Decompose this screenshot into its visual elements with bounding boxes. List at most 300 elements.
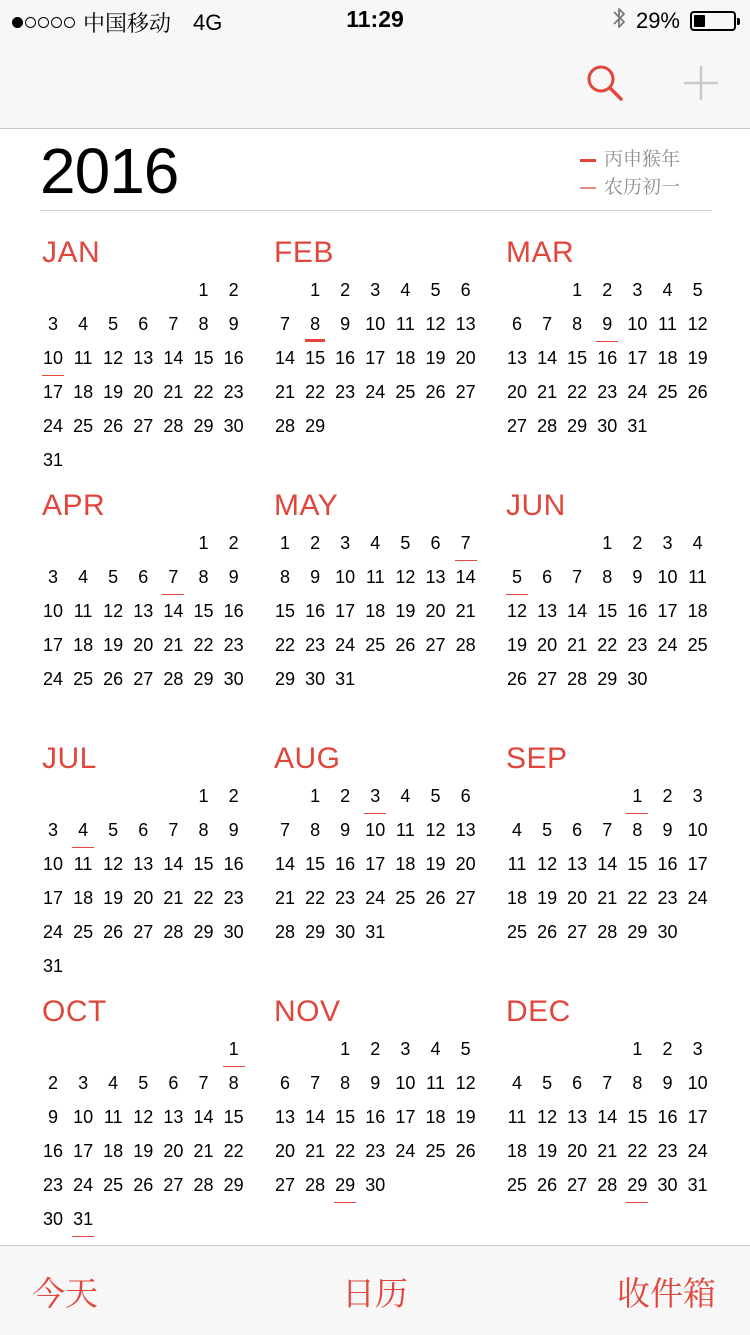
day-cell[interactable]: 4 [78,314,89,334]
day-cell[interactable]: 3 [692,1039,703,1059]
day-cell[interactable]: 21 [193,1141,214,1161]
day-cell[interactable]: 7 [168,820,179,840]
day-cell[interactable]: 14 [597,854,618,874]
day-cell[interactable]: 29 [274,669,296,689]
day-cell[interactable]: 7 [198,1073,209,1093]
day-cell[interactable]: 20 [537,635,558,655]
day-cell[interactable]: 24 [657,635,678,655]
day-cell[interactable]: 20 [506,382,528,402]
day-cell[interactable]: 20 [163,1141,184,1161]
day-cell[interactable]: 8 [300,307,330,341]
day-cell[interactable]: 12 [103,348,124,368]
day-cell[interactable]: 28 [274,922,296,942]
day-cell[interactable]: 19 [395,601,416,621]
day-cell[interactable]: 8 [340,1073,351,1093]
day-cell[interactable]: 23 [657,888,678,908]
day-cell[interactable]: 15 [627,1107,648,1127]
day-cell[interactable]: 17 [365,854,386,874]
day-cell[interactable]: 28 [274,416,296,436]
day-cell[interactable]: 9 [662,820,673,840]
day-cell[interactable]: 20 [133,888,154,908]
day-cell[interactable]: 15 [305,348,326,368]
day-cell[interactable]: 13 [506,348,528,368]
day-cell[interactable]: 23 [365,1141,386,1161]
day-cell[interactable]: 2 [47,1073,58,1093]
day-cell[interactable]: 21 [274,382,296,402]
day-cell[interactable]: 27 [133,416,154,436]
day-cell[interactable]: 21 [163,635,184,655]
day-cell[interactable]: 6 [542,567,553,587]
day-cell[interactable]: 15 [305,854,326,874]
day-cell[interactable]: 31 [42,956,64,976]
day-cell[interactable]: 2 [662,786,673,806]
day-cell[interactable]: 31 [68,1202,98,1236]
day-cell[interactable]: 22 [193,635,214,655]
day-cell[interactable]: 4 [400,786,411,806]
day-cell[interactable]: 21 [163,382,184,402]
day-cell[interactable]: 4 [692,533,703,553]
day-cell[interactable]: 18 [73,888,94,908]
day-cell[interactable]: 7 [168,314,179,334]
day-cell[interactable]: 26 [103,669,124,689]
day-cell[interactable]: 23 [657,1141,678,1161]
day-cell[interactable]: 2 [228,533,239,553]
day-cell[interactable]: 9 [592,307,622,341]
day-cell[interactable]: 13 [425,567,446,587]
day-cell[interactable]: 6 [168,1073,179,1093]
day-cell[interactable]: 9 [340,314,351,334]
day-cell[interactable]: 27 [567,1175,588,1195]
day-cell[interactable]: 19 [103,888,124,908]
day-cell[interactable]: 28 [305,1175,326,1195]
day-cell[interactable]: 3 [360,779,390,813]
day-cell[interactable]: 23 [223,382,244,402]
day-cell[interactable]: 23 [42,1175,64,1195]
day-cell[interactable]: 16 [223,348,244,368]
day-cell[interactable]: 19 [506,635,528,655]
day-cell[interactable]: 16 [657,854,678,874]
day-cell[interactable]: 10 [657,567,678,587]
day-cell[interactable]: 4 [662,280,673,300]
day-cell[interactable]: 14 [567,601,588,621]
day-cell[interactable]: 27 [133,669,154,689]
day-cell[interactable]: 30 [365,1175,386,1195]
day-cell[interactable]: 8 [572,314,583,334]
day-cell[interactable]: 14 [163,854,184,874]
day-cell[interactable]: 12 [455,1073,476,1093]
day-cell[interactable]: 16 [597,348,618,368]
day-cell[interactable]: 8 [228,1073,239,1093]
day-cell[interactable]: 1 [310,786,321,806]
day-cell[interactable]: 4 [108,1073,119,1093]
calendars-tab[interactable]: 日历 [342,1275,408,1312]
day-cell[interactable]: 28 [163,669,184,689]
day-cell[interactable]: 24 [42,922,64,942]
day-cell[interactable]: 28 [597,922,618,942]
day-cell[interactable]: 14 [163,348,184,368]
day-cell[interactable]: 19 [103,382,124,402]
day-cell[interactable]: 8 [310,820,321,840]
day-cell[interactable]: 30 [42,1209,64,1229]
day-cell[interactable]: 13 [567,1107,588,1127]
day-cell[interactable]: 14 [537,348,558,368]
day-cell[interactable]: 30 [305,669,326,689]
day-cell[interactable]: 11 [365,567,385,587]
day-cell[interactable]: 26 [537,1175,558,1195]
day-cell[interactable]: 17 [687,854,708,874]
day-cell[interactable]: 18 [657,348,678,368]
day-cell[interactable]: 16 [657,1107,678,1127]
day-cell[interactable]: 14 [193,1107,214,1127]
day-cell[interactable]: 6 [138,314,149,334]
day-cell[interactable]: 8 [198,314,209,334]
day-cell[interactable]: 1 [279,533,290,553]
day-cell[interactable]: 14 [305,1107,326,1127]
day-cell[interactable]: 5 [430,280,441,300]
day-cell[interactable]: 10 [395,1073,416,1093]
day-cell[interactable]: 25 [395,382,416,402]
day-cell[interactable]: 30 [657,1175,678,1195]
day-cell[interactable]: 18 [395,348,416,368]
day-cell[interactable]: 6 [572,1073,583,1093]
day-cell[interactable]: 22 [335,1141,356,1161]
day-cell[interactable]: 18 [506,888,528,908]
day-cell[interactable]: 9 [662,1073,673,1093]
day-cell[interactable]: 27 [274,1175,296,1195]
day-cell[interactable]: 1 [198,280,209,300]
day-cell[interactable]: 24 [627,382,648,402]
day-cell[interactable]: 19 [537,1141,558,1161]
day-cell[interactable]: 12 [537,1107,558,1127]
day-cell[interactable]: 2 [602,280,613,300]
day-cell[interactable]: 15 [274,601,296,621]
day-cell[interactable]: 13 [133,601,154,621]
day-cell[interactable]: 30 [657,922,678,942]
day-cell[interactable]: 15 [223,1107,244,1127]
day-cell[interactable]: 23 [223,888,244,908]
day-cell[interactable]: 10 [627,314,648,334]
day-cell[interactable]: 6 [430,533,441,553]
day-cell[interactable]: 7 [279,820,290,840]
day-cell[interactable]: 8 [632,1073,643,1093]
day-cell[interactable]: 9 [370,1073,381,1093]
day-cell[interactable]: 13 [163,1107,184,1127]
day-cell[interactable]: 7 [602,820,613,840]
day-cell[interactable]: 17 [42,382,64,402]
day-cell[interactable]: 30 [335,922,356,942]
day-cell[interactable]: 9 [632,567,643,587]
day-cell[interactable]: 18 [425,1107,446,1127]
day-cell[interactable]: 15 [627,854,648,874]
day-cell[interactable]: 3 [632,280,643,300]
day-cell[interactable]: 26 [103,922,124,942]
day-cell[interactable]: 2 [228,786,239,806]
day-cell[interactable]: 3 [47,567,58,587]
day-cell[interactable]: 23 [335,888,356,908]
day-cell[interactable]: 25 [506,1175,528,1195]
day-cell[interactable]: 31 [365,922,386,942]
day-cell[interactable]: 25 [73,416,94,436]
day-cell[interactable]: 16 [223,854,244,874]
day-cell[interactable]: 6 [460,280,471,300]
day-cell[interactable]: 20 [567,1141,588,1161]
day-cell[interactable]: 1 [198,533,209,553]
day-cell[interactable]: 3 [692,786,703,806]
day-cell[interactable]: 23 [305,635,326,655]
day-cell[interactable]: 28 [567,669,588,689]
day-cell[interactable]: 15 [335,1107,356,1127]
day-cell[interactable]: 5 [502,560,532,594]
day-cell[interactable]: 26 [455,1141,476,1161]
day-cell[interactable]: 18 [365,601,386,621]
day-cell[interactable]: 28 [163,416,184,436]
day-cell[interactable]: 11 [73,601,93,621]
day-cell[interactable]: 2 [228,280,239,300]
day-cell[interactable]: 1 [572,280,583,300]
day-cell[interactable]: 5 [430,786,441,806]
day-cell[interactable]: 29 [305,922,326,942]
day-cell[interactable]: 24 [395,1141,416,1161]
day-cell[interactable]: 7 [158,560,188,594]
day-cell[interactable]: 22 [627,1141,648,1161]
day-cell[interactable]: 10 [42,601,64,621]
day-cell[interactable]: 13 [455,820,476,840]
day-cell[interactable]: 18 [395,854,416,874]
day-cell[interactable]: 25 [657,382,678,402]
day-cell[interactable]: 26 [506,669,528,689]
day-cell[interactable]: 17 [365,348,386,368]
day-cell[interactable]: 14 [597,1107,618,1127]
day-cell[interactable]: 22 [567,382,588,402]
day-cell[interactable]: 20 [425,601,446,621]
day-cell[interactable]: 22 [193,382,214,402]
day-cell[interactable]: 24 [335,635,356,655]
day-cell[interactable]: 29 [622,1168,652,1202]
day-cell[interactable]: 22 [274,635,296,655]
day-cell[interactable]: 12 [425,820,446,840]
day-cell[interactable]: 16 [365,1107,386,1127]
day-cell[interactable]: 21 [597,888,618,908]
day-cell[interactable]: 8 [198,820,209,840]
day-cell[interactable]: 28 [537,416,558,436]
day-cell[interactable]: 27 [163,1175,184,1195]
day-cell[interactable]: 1 [310,280,321,300]
day-cell[interactable]: 14 [274,854,296,874]
day-cell[interactable]: 25 [365,635,386,655]
day-cell[interactable]: 17 [687,1107,708,1127]
day-cell[interactable]: 5 [460,1039,471,1059]
day-cell[interactable]: 1 [198,786,209,806]
day-cell[interactable]: 24 [42,416,64,436]
day-cell[interactable]: 10 [335,567,356,587]
day-cell[interactable]: 17 [627,348,648,368]
day-cell[interactable]: 17 [335,601,356,621]
day-cell[interactable]: 12 [687,314,708,334]
day-cell[interactable]: 7 [602,1073,613,1093]
day-cell[interactable]: 31 [335,669,356,689]
today-tab[interactable]: 今天 [32,1275,98,1312]
day-cell[interactable]: 4 [430,1039,441,1059]
day-cell[interactable]: 30 [223,416,244,436]
inbox-tab[interactable]: 收件箱 [617,1275,716,1312]
day-cell[interactable]: 22 [627,888,648,908]
day-cell[interactable]: 16 [335,348,356,368]
day-cell[interactable]: 12 [395,567,416,587]
day-cell[interactable]: 25 [103,1175,124,1195]
day-cell[interactable]: 26 [537,922,558,942]
day-cell[interactable]: 27 [455,382,476,402]
day-cell[interactable]: 26 [395,635,416,655]
day-cell[interactable]: 21 [455,601,476,621]
day-cell[interactable]: 29 [627,922,648,942]
day-cell[interactable]: 29 [223,1175,244,1195]
day-cell[interactable]: 10 [365,314,386,334]
day-cell[interactable]: 2 [632,533,643,553]
day-cell[interactable]: 7 [451,526,481,560]
day-cell[interactable]: 17 [42,888,64,908]
day-cell[interactable]: 9 [228,314,239,334]
day-cell[interactable]: 6 [279,1073,290,1093]
day-cell[interactable]: 19 [103,635,124,655]
day-cell[interactable]: 5 [108,820,119,840]
day-cell[interactable]: 26 [425,888,446,908]
day-cell[interactable]: 5 [542,820,553,840]
day-cell[interactable]: 6 [138,567,149,587]
day-cell[interactable]: 31 [627,416,648,436]
day-cell[interactable]: 17 [42,635,64,655]
day-cell[interactable]: 7 [572,567,583,587]
day-cell[interactable]: 24 [687,1141,708,1161]
day-cell[interactable]: 27 [425,635,446,655]
day-cell[interactable]: 22 [223,1141,244,1161]
day-cell[interactable]: 11 [73,854,93,874]
day-cell[interactable]: 22 [193,888,214,908]
day-cell[interactable]: 28 [455,635,476,655]
day-cell[interactable]: 5 [108,314,119,334]
day-cell[interactable]: 4 [400,280,411,300]
day-cell[interactable]: 11 [507,854,527,874]
day-cell[interactable]: 6 [511,314,522,334]
day-cell[interactable]: 19 [687,348,708,368]
day-cell[interactable]: 10 [73,1107,94,1127]
day-cell[interactable]: 2 [310,533,321,553]
day-cell[interactable]: 13 [567,854,588,874]
day-cell[interactable]: 25 [395,888,416,908]
day-cell[interactable]: 15 [193,348,214,368]
day-cell[interactable]: 17 [73,1141,94,1161]
day-cell[interactable]: 8 [198,567,209,587]
day-cell[interactable]: 21 [567,635,588,655]
day-cell[interactable]: 28 [193,1175,214,1195]
day-cell[interactable]: 24 [73,1175,94,1195]
day-cell[interactable]: 8 [632,820,643,840]
day-cell[interactable]: 22 [305,382,326,402]
day-cell[interactable]: 15 [193,854,214,874]
day-cell[interactable]: 15 [193,601,214,621]
day-cell[interactable]: 11 [396,820,415,840]
day-cell[interactable]: 12 [103,601,124,621]
day-cell[interactable]: 12 [506,601,528,621]
day-cell[interactable]: 17 [657,601,678,621]
day-cell[interactable]: 20 [274,1141,296,1161]
day-cell[interactable]: 29 [597,669,618,689]
day-cell[interactable]: 13 [537,601,558,621]
day-cell[interactable]: 9 [47,1107,58,1127]
day-cell[interactable]: 26 [133,1175,154,1195]
day-cell[interactable]: 9 [228,567,239,587]
day-cell[interactable]: 5 [108,567,119,587]
day-cell[interactable]: 12 [537,854,558,874]
day-cell[interactable]: 19 [455,1107,476,1127]
day-cell[interactable]: 29 [305,416,326,436]
day-cell[interactable]: 2 [340,786,351,806]
day-cell[interactable]: 25 [73,922,94,942]
day-cell[interactable]: 24 [687,888,708,908]
day-cell[interactable]: 30 [597,416,618,436]
day-cell[interactable]: 11 [396,314,415,334]
day-cell[interactable]: 6 [138,820,149,840]
day-cell[interactable]: 25 [425,1141,446,1161]
day-cell[interactable]: 14 [163,601,184,621]
day-cell[interactable]: 28 [163,922,184,942]
day-cell[interactable]: 4 [511,1073,522,1093]
day-cell[interactable]: 21 [537,382,558,402]
day-cell[interactable]: 9 [340,820,351,840]
day-cell[interactable]: 23 [597,382,618,402]
day-cell[interactable]: 26 [425,382,446,402]
day-cell[interactable]: 31 [687,1175,708,1195]
day-cell[interactable]: 29 [193,416,214,436]
day-cell[interactable]: 1 [340,1039,351,1059]
day-cell[interactable]: 4 [511,820,522,840]
day-cell[interactable]: 29 [193,922,214,942]
day-cell[interactable]: 2 [340,280,351,300]
day-cell[interactable]: 24 [42,669,64,689]
day-cell[interactable]: 5 [138,1073,149,1093]
day-cell[interactable]: 21 [163,888,184,908]
day-cell[interactable]: 12 [103,854,124,874]
day-cell[interactable]: 15 [597,601,618,621]
day-cell[interactable]: 2 [662,1039,673,1059]
day-cell[interactable]: 27 [455,888,476,908]
day-cell[interactable]: 19 [425,854,446,874]
day-cell[interactable]: 18 [687,601,708,621]
day-cell[interactable]: 1 [632,1039,643,1059]
day-cell[interactable]: 13 [133,854,154,874]
day-cell[interactable]: 10 [687,1073,708,1093]
day-cell[interactable]: 18 [73,635,94,655]
day-cell[interactable]: 27 [506,416,528,436]
day-cell[interactable]: 30 [627,669,648,689]
day-cell[interactable]: 25 [687,635,708,655]
day-cell[interactable]: 14 [274,348,296,368]
day-cell[interactable]: 27 [537,669,558,689]
day-cell[interactable]: 19 [425,348,446,368]
day-cell[interactable]: 30 [223,922,244,942]
day-cell[interactable]: 20 [133,635,154,655]
day-cell[interactable]: 3 [78,1073,89,1093]
day-cell[interactable]: 8 [279,567,290,587]
day-cell[interactable]: 11 [688,567,707,587]
day-cell[interactable]: 10 [365,820,386,840]
day-cell[interactable]: 21 [305,1141,326,1161]
day-cell[interactable]: 3 [370,280,381,300]
day-cell[interactable]: 20 [455,854,476,874]
day-cell[interactable]: 8 [602,567,613,587]
day-cell[interactable]: 12 [425,314,446,334]
day-cell[interactable]: 16 [627,601,648,621]
day-cell[interactable]: 16 [305,601,326,621]
